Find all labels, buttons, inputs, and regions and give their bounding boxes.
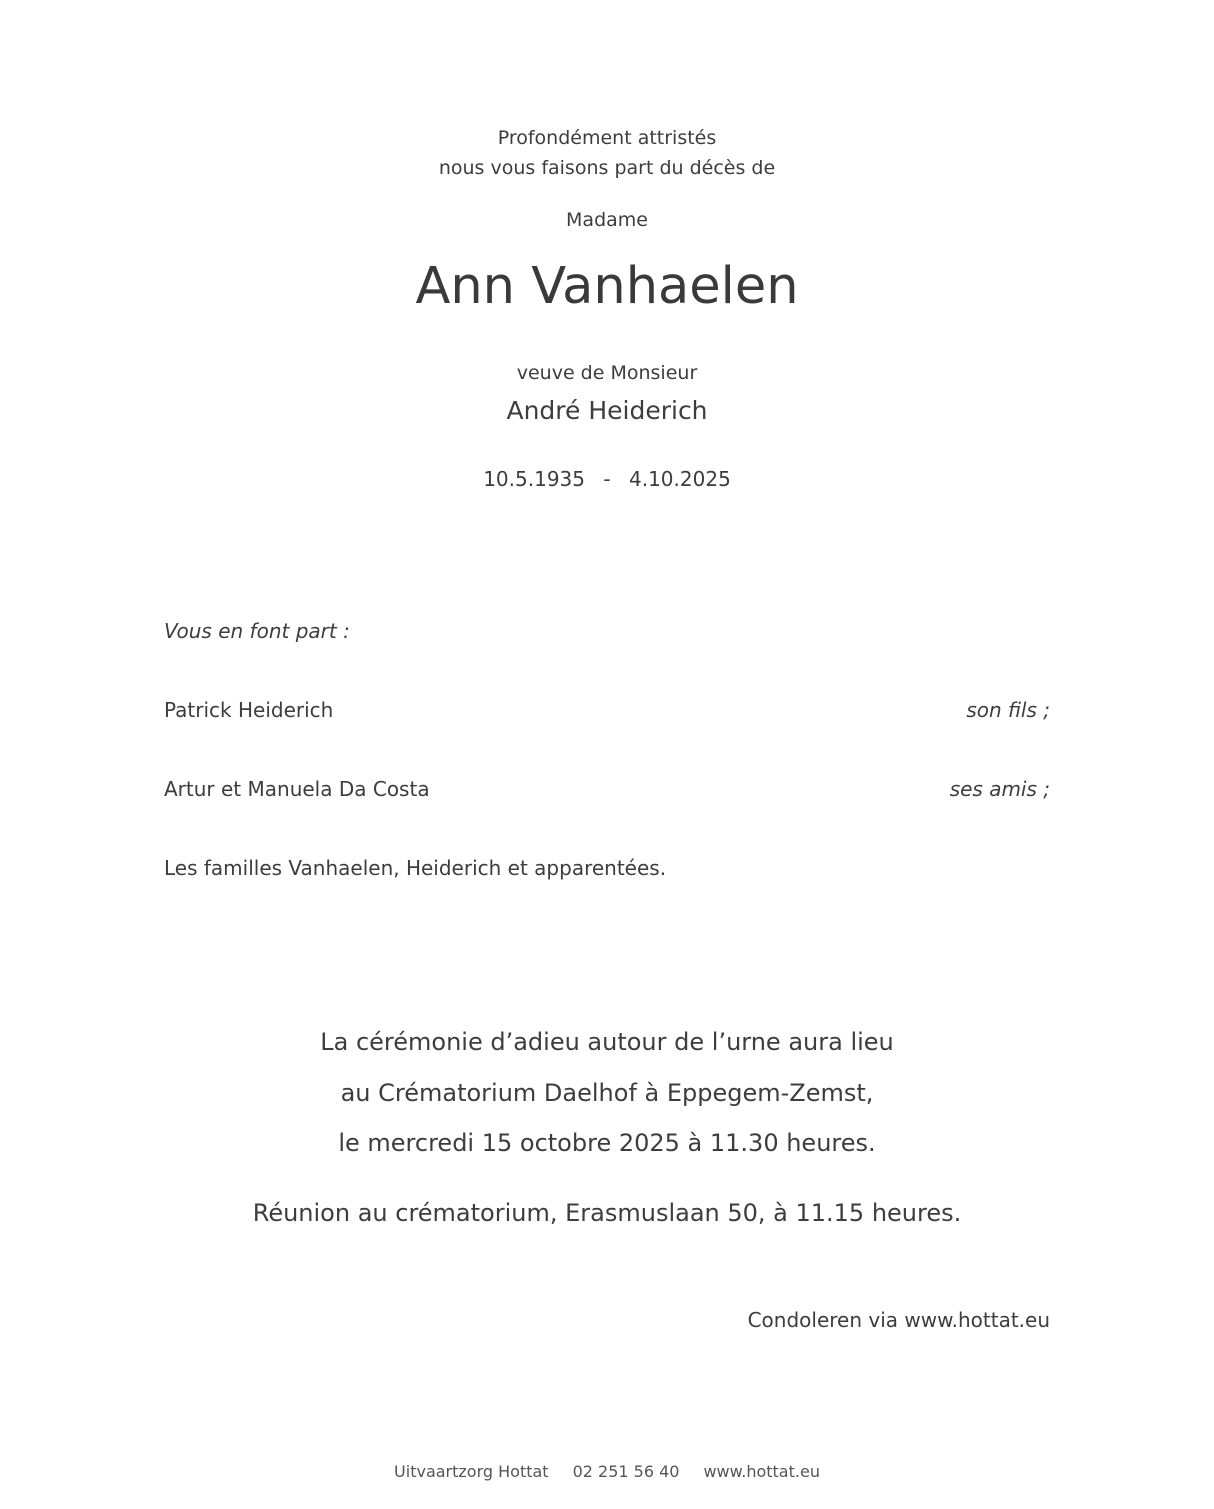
date-separator: -	[603, 467, 611, 491]
life-dates	[0, 467, 1214, 491]
ceremony-line-1: La cérémonie d’adieu autour de l’urne aura lieu	[320, 1028, 894, 1056]
footer	[0, 1462, 1214, 1481]
spouse-intro: veuve de Monsieur	[516, 362, 698, 384]
death-date: 4.10.2025	[629, 467, 731, 491]
condolences-link[interactable]: Condoleren via www.hottat.eu	[747, 1308, 1050, 1332]
intro-line-2: nous vous faisons part du décès de	[438, 157, 776, 179]
footer-website[interactable]: www.hottat.eu	[703, 1462, 820, 1481]
honorific: Madame	[566, 209, 648, 231]
announcer-relation: son fils ;	[966, 698, 1050, 722]
footer-phone: 02 251 56 40	[572, 1462, 680, 1481]
deceased-name: Ann Vanhaelen	[415, 257, 799, 316]
announcer-relation: ses amis ;	[949, 777, 1050, 801]
announcer-name: Patrick Heiderich	[164, 698, 334, 722]
announcer-name: Artur et Manuela Da Costa	[164, 777, 430, 801]
gathering-line: Réunion au crématorium, Erasmuslaan 50, à 11.15 heures.	[252, 1199, 962, 1227]
intro-line-1: Profondément attristés	[497, 127, 717, 149]
footer-company: Uitvaartzorg Hottat	[394, 1462, 549, 1481]
families-line: Les familles Vanhaelen, Heiderich et apparentées.	[164, 856, 667, 880]
ceremony-line-2: au Crématorium Daelhof à Eppegem-Zemst,	[340, 1079, 874, 1107]
ceremony-line-3: le mercredi 15 octobre 2025 à 11.30 heures.	[338, 1129, 876, 1157]
announcers-intro: Vous en font part :	[164, 619, 350, 643]
spouse-name: André Heiderich	[506, 396, 708, 425]
birth-date: 10.5.1935	[483, 467, 585, 491]
